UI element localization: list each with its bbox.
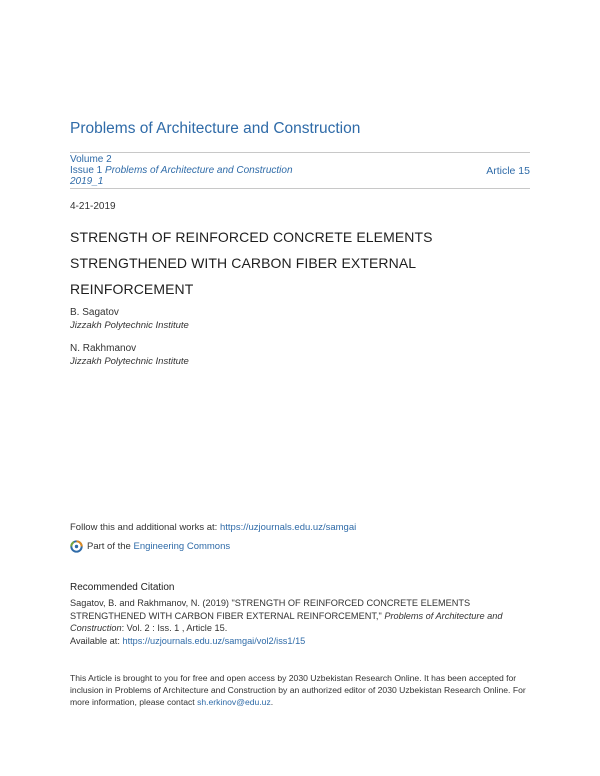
issue-link[interactable] [70, 165, 310, 187]
issue-prefix: Issue 1 [70, 165, 106, 176]
citation-journal: Problems of Architecture and Construction [70, 610, 503, 633]
footer-end: . [270, 697, 274, 707]
follow-link[interactable]: https://uzjournals.edu.uz/samgai [219, 522, 357, 533]
citation-line2: : Vol. 2 : Iss. 1 , Article 15. [121, 623, 228, 633]
author-institution: Jizzakh Polytechnic Institute [70, 320, 189, 331]
issue-block [70, 154, 310, 187]
engineering-commons-link[interactable]: Engineering Commons [133, 541, 231, 552]
citation-line1: Sagatov, B. and Rakhmanov, N. (2019) "STRENGTH OF REINFORCED CONCRETE ELEMENTS STRENGTHENED WITH CARBON FIBER EXTERNAL REINFORCEMENT," [70, 598, 471, 621]
article-title: STRENGTH OF REINFORCED CONCRETE ELEMENTS STRENGTHENED WITH CARBON FIBER EXTERNAL REINFORCEMENT [70, 229, 433, 297]
part-of-text: Part of the [87, 541, 131, 552]
journal-title-link[interactable]: Problems of Architecture and Construction [70, 120, 361, 137]
network-commons-icon [70, 540, 83, 553]
citation-text [70, 597, 540, 647]
author-1 [70, 306, 189, 332]
citation-heading: Recommended Citation [70, 582, 175, 593]
follow-text: Follow this and additional works at: [70, 522, 220, 533]
available-link[interactable]: https://uzjournals.edu.uz/samgai/vol2/iss1/15 [122, 635, 306, 646]
divider-top [70, 152, 530, 153]
author-2 [70, 342, 189, 368]
divider-bottom [70, 188, 530, 189]
part-of-line [70, 540, 230, 553]
issue-name: Problems of Architecture and Construction 2019_1 [70, 165, 293, 187]
contact-email-link[interactable]: sh.erkinov@edu.uz [197, 697, 271, 707]
article-number-link[interactable]: Article 15 [486, 165, 530, 177]
author-name: B. Sagatov [70, 307, 119, 318]
volume-link[interactable]: Volume 2 [70, 154, 112, 165]
author-name: N. Rakhmanov [70, 343, 137, 354]
author-institution: Jizzakh Polytechnic Institute [70, 356, 189, 367]
access-footer [70, 672, 540, 708]
footer-text: This Article is brought to you for free and open access by 2030 Uzbekistan Research Online. It has been accepted for inclusion in Problems of Architecture and Construction by an authorized editor of 2030 Uzbekistan Research Online. For more information, please contact [70, 673, 526, 707]
publication-date: 4-21-2019 [70, 201, 116, 212]
follow-line [70, 522, 356, 533]
available-prefix: Available at: [70, 635, 123, 646]
